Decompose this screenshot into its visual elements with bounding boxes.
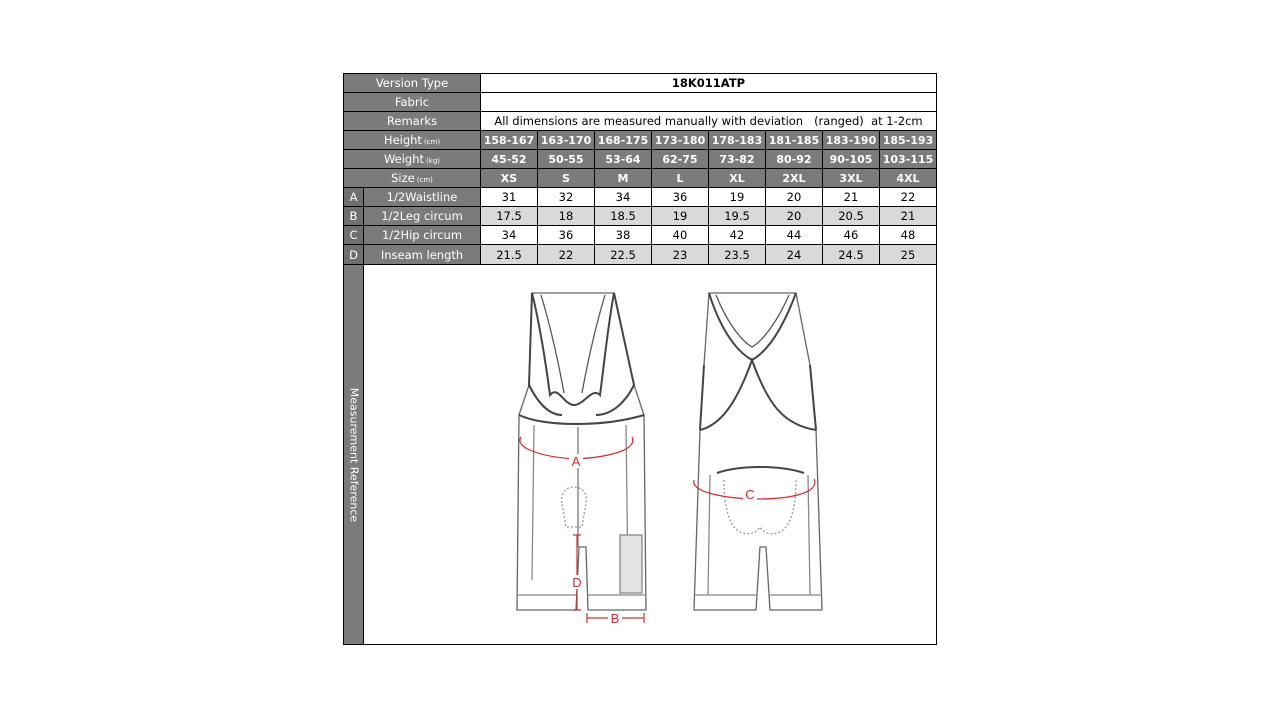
measurement-name: Inseam length [364,245,481,265]
measurement-code: D [344,245,364,265]
fabric-value [481,93,936,112]
measurement-value: 22.5 [595,245,652,265]
measurement-marker-labels [569,454,757,626]
weight-label-cell [344,150,481,169]
remarks-label: Remarks [344,112,481,131]
measurement-value: 24.5 [823,245,880,265]
size-unit: (cm) [416,175,433,184]
measurement-value: 20 [766,188,823,207]
version-row [344,74,936,93]
weight-cell: 103-115 [880,150,936,169]
height-row [344,131,936,150]
size-cell: 4XL [880,169,936,188]
measurement-name: 1/2Leg circum [364,207,481,226]
measurement-reference-label: Measurement Reference [347,387,360,522]
measurement-value: 34 [595,188,652,207]
remarks-value: All dimensions are measured manually with deviation (ranged) at 1-2cm [481,112,936,131]
measurement-value: 46 [823,226,880,245]
weight-unit: (kg) [426,156,441,165]
measurement-value: 21.5 [481,245,538,265]
weight-cell: 50-55 [538,150,595,169]
size-cell: 2XL [766,169,823,188]
measurement-value: 18.5 [595,207,652,226]
marker-d: D [572,575,582,590]
height-cell: 158-167 [481,131,538,150]
measurement-value: 44 [766,226,823,245]
marker-c: C [745,487,755,502]
measurement-code: C [344,226,364,245]
measurement-value: 36 [652,188,709,207]
measurement-row-a [344,188,936,207]
back-view [694,293,822,610]
measurement-value: 23 [652,245,709,265]
fabric-row [344,93,936,112]
height-unit: (cm) [423,137,441,146]
remarks-row [344,112,936,131]
fabric-label: Fabric [344,93,481,112]
measurement-value: 21 [823,188,880,207]
measurement-value: 19 [709,188,766,207]
weight-cell: 53-64 [595,150,652,169]
size-cell: M [595,169,652,188]
measurement-row-d [344,245,936,265]
measurement-value: 19.5 [709,207,766,226]
size-cell: L [652,169,709,188]
measurement-code: A [344,188,364,207]
measurement-name: 1/2Hip circum [364,226,481,245]
height-cell: 178-183 [709,131,766,150]
weight-cell: 45-52 [481,150,538,169]
height-cell: 181-185 [766,131,823,150]
measurement-row-c [344,226,936,245]
measurement-value: 21 [880,207,936,226]
measurement-value: 19 [652,207,709,226]
size-cell: XS [481,169,538,188]
marker-b: B [610,611,620,626]
height-cell: 185-193 [880,131,936,150]
version-type-label: Version Type [344,74,481,93]
measurement-value: 20.5 [823,207,880,226]
measurement-row-b [344,207,936,226]
weight-cell: 90-105 [823,150,880,169]
height-cell: 163-170 [538,131,595,150]
measurement-value: 17.5 [481,207,538,226]
size-cell: XL [709,169,766,188]
height-cell: 168-175 [595,131,652,150]
bib-shorts-diagram [364,265,936,644]
measurement-reference-label-cell [344,265,364,644]
measurement-value: 20 [766,207,823,226]
measurement-code: B [344,207,364,226]
front-view [517,293,646,610]
size-chart-sheet [343,73,937,645]
size-cell: S [538,169,595,188]
weight-label: Weight [383,152,425,166]
size-label: Size [391,171,415,185]
measurement-value: 48 [880,226,936,245]
weight-cell: 80-92 [766,150,823,169]
size-label-cell [344,169,481,188]
measurement-value: 18 [538,207,595,226]
size-cell: 3XL [823,169,880,188]
measurement-value: 36 [538,226,595,245]
height-cell: 173-180 [652,131,709,150]
measurement-value: 22 [880,188,936,207]
measurement-value: 42 [709,226,766,245]
weight-row [344,150,936,169]
measurement-value: 34 [481,226,538,245]
measurement-value: 38 [595,226,652,245]
height-label-cell [344,131,481,150]
measurement-value: 40 [652,226,709,245]
measurement-value: 32 [538,188,595,207]
measurement-value: 25 [880,245,936,265]
weight-cell: 73-82 [709,150,766,169]
measurement-value: 23.5 [709,245,766,265]
marker-a: A [571,454,581,469]
measurement-value: 22 [538,245,595,265]
size-row [344,169,936,188]
height-label: Height [383,133,422,147]
version-type-value: 18K011ATP [481,74,936,93]
measurement-name: 1/2Waistline [364,188,481,207]
measurement-value: 24 [766,245,823,265]
weight-cell: 62-75 [652,150,709,169]
measurement-value: 31 [481,188,538,207]
height-cell: 183-190 [823,131,880,150]
